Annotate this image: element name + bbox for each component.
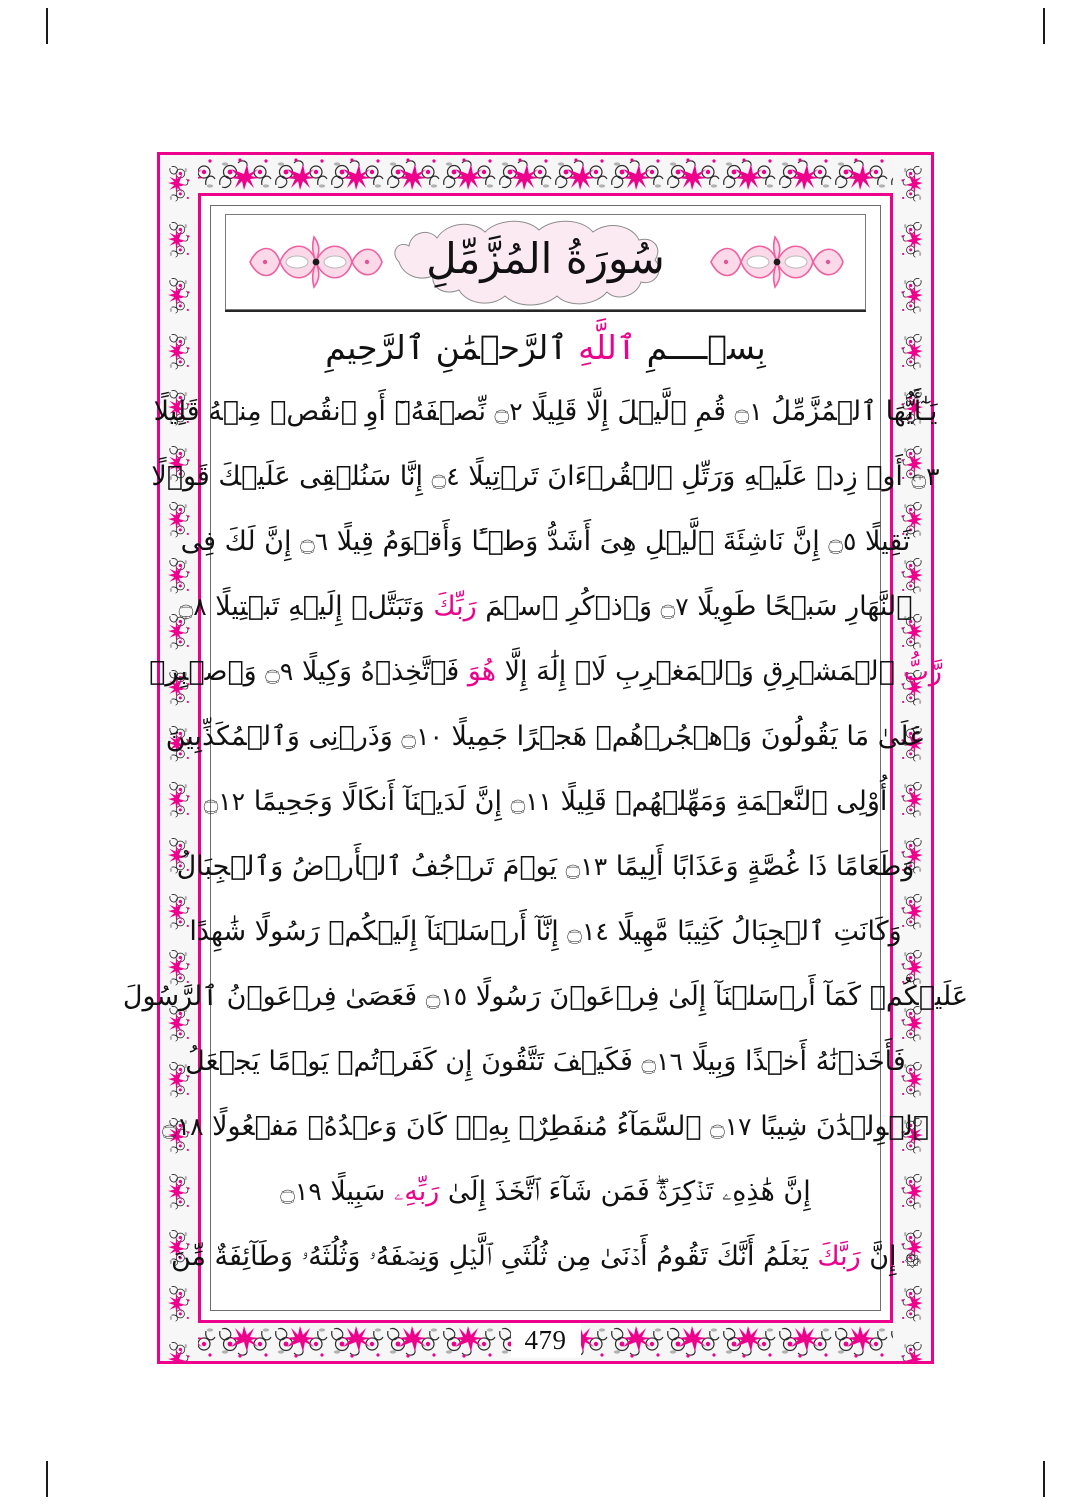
ayah-number-marker: ۝١٢ <box>203 786 246 816</box>
ayah-text-segment: يَعۡلَمُ أَنَّكَ تَقُومُ أَدۡنَىٰ مِن ثُلُثَىِ ٱلَّيۡلِ وَنِصۡفَهُۥ وَثُلُثَهُۥ وَطَآئِفَةٌ مِّنَ <box>170 1240 818 1272</box>
ayah-text-segment: وَطَعَامًا ذَا غُصَّةٍ وَعَذَابًا أَلِيمًا <box>607 850 915 882</box>
ayah-line <box>185 1029 906 1094</box>
ayah-number-marker: ۝٢ <box>494 396 523 426</box>
ayah-number-marker: ۝١٦ <box>641 1046 683 1076</box>
page-content <box>122 206 969 1310</box>
ayah-number-marker: ۝١٥ <box>425 981 468 1011</box>
ayah-text-segment: ثَقِيلًا <box>856 525 911 557</box>
ornament-left-icon <box>240 231 390 293</box>
ayah-line <box>223 1159 868 1224</box>
ayah-text-segment: إِنَّ لَدَيۡنَآ أَنكَالًا وَجَحِيمًا <box>245 785 511 817</box>
surah-header <box>225 214 866 310</box>
ayah-text-segment: يَوۡمَ تَرۡجُفُ ٱلۡأَرۡضُ وَٱلۡجِبَالُ <box>176 850 566 882</box>
floral-motif-icon <box>893 155 931 1361</box>
ayah-line <box>180 509 911 574</box>
ornament-right-icon <box>701 231 851 293</box>
ayah-text-segment: إِنَّا سَنُلۡقِى عَلَيۡكَ قَوۡلًا <box>151 460 432 492</box>
crop-mark-top-left <box>46 8 48 44</box>
ayah-number-marker: ۝١٤ <box>567 916 609 946</box>
crop-mark-top-right <box>1043 8 1045 44</box>
basmala <box>223 326 868 371</box>
ayah-line <box>162 1094 929 1159</box>
basmala-allah-highlight: ٱللَّهِ <box>578 328 637 367</box>
ayah-line <box>189 899 902 964</box>
surah-title: سُورَةُ المُزَّمِّلِ <box>426 234 665 283</box>
ayah-number-marker: ۝١٧ <box>710 1111 752 1141</box>
crop-mark-bottom-left <box>46 1461 48 1497</box>
ayah-text-segment: إِنَّ نَاشِئَةَ ٱلَّيۡلِ هِىَ أَشَدُّ وَطۡـًٔا وَأَقۡوَمُ قِيلًا <box>328 525 829 557</box>
ayah-line <box>176 834 915 899</box>
surah-title-cartouche <box>381 216 711 308</box>
ayah-text-segment: وَتَبَتَّلۡ إِلَيۡهِ تَبۡتِيلًا <box>206 590 434 622</box>
ayah-text-segment: وَٱصۡبِرۡ <box>149 655 266 687</box>
ayah-number-marker: ۝١ <box>734 396 763 426</box>
basmala-part-1: بِسۡــــمِ <box>636 328 766 367</box>
ayah-text-segment: إِنَّ هَٰذِهِۦ تَذۡكِرَةٌۖ فَمَن شَآءَ ٱتَّخَذَ إِلَىٰ <box>439 1175 811 1207</box>
ayah-number-marker: ۝٦ <box>300 526 329 556</box>
ayah-text-segment: سَبِيلًا <box>321 1175 394 1207</box>
ayah-text-segment: أَوۡ زِدۡ عَلَيۡهِ وَرَتِّلِ ٱلۡقُرۡءَانَ تَرۡتِيلًا <box>459 460 912 492</box>
ayah-line <box>178 574 913 639</box>
ayah-text-segment: إِنَّآ أَرۡسَلۡنَآ إِلَيۡكُمۡ رَسُولًا شَٰهِدًا <box>189 915 568 947</box>
border-band-left <box>160 155 198 1361</box>
ayah-line <box>151 444 940 509</box>
ayah-text-segment: فَأَخَذۡنَٰهُ أَخۡذًا وَبِيلًا <box>683 1045 906 1077</box>
ayah-number-marker: ۝١٨ <box>162 1111 204 1141</box>
page-number: 479 <box>511 1323 581 1358</box>
border-band-right <box>893 155 931 1361</box>
ayah-text-segment: نِّصۡفَهُۥٓ أَوِ ٱنقُصۡ مِنۡهُ قَلِيلًا <box>153 395 495 427</box>
ayah-text-block <box>122 379 969 1289</box>
ayah-line <box>203 769 888 834</box>
ayah-text-segment: فَٱتَّخِذۡهُ وَكِيلًا <box>293 655 468 687</box>
ayah-number-marker: ۝١٣ <box>565 851 608 881</box>
ayah-line <box>149 639 942 704</box>
ayah-text-segment: ٱلنَّهَارِ سَبۡحًا طَوِيلًا <box>688 590 913 622</box>
ayah-number-marker: ۝٨ <box>178 591 207 621</box>
basmala-part-2: ٱلرَّحۡمَٰنِ ٱلرَّحِيمِ <box>325 328 579 367</box>
ayah-text-segment: إِنَّ <box>860 1240 897 1272</box>
border-band-top <box>160 155 931 193</box>
ayah-text-segment: إِنَّ لَكَ فِى <box>180 525 301 557</box>
ayah-number-marker: ۝١١ <box>510 786 553 816</box>
ayah-text-segment: ٱلۡمَشۡرِقِ وَٱلۡمَغۡرِبِ لَاۤ إِلَٰهَ إِلَّا <box>496 655 904 687</box>
highlighted-word: رَّبُّ <box>903 655 942 687</box>
ayah-text-segment: ٱلۡوِلۡدَٰنَ شِيبًا <box>751 1110 929 1142</box>
highlighted-word: هُوَ <box>467 655 497 687</box>
ayah-line <box>170 1224 921 1289</box>
ayah-number-marker: ۝٣ <box>911 461 940 491</box>
ayah-number-marker: ۝١٩ <box>280 1176 322 1206</box>
ayah-line <box>122 964 969 1029</box>
quran-page-frame <box>122 152 969 1364</box>
ayah-text-segment: فَكَيۡفَ تَتَّقُونَ إِن كَفَرۡتُمۡ يَوۡمًا يَجۡعَلُ <box>185 1045 642 1077</box>
crop-mark-bottom-right <box>1043 1461 1045 1497</box>
ayah-line <box>165 704 926 769</box>
ayah-number-marker: ۝٥ <box>828 526 857 556</box>
ayah-text-segment: وَٱذۡكُرِ ٱسۡمَ <box>476 590 661 622</box>
ayah-text-segment: فَعَصَىٰ فِرۡعَوۡنُ ٱلرَّسُولَ <box>122 980 426 1012</box>
floral-motif-icon <box>160 155 931 193</box>
highlighted-word: رَبَّكَ <box>817 1240 861 1272</box>
highlighted-word: رَبِّهِۦ <box>393 1175 440 1207</box>
header-divider <box>225 310 866 312</box>
ayah-text-segment: عَلَىٰ مَا يَقُولُونَ وَٱهۡجُرۡهُمۡ هَجۡرًا جَمِيلًا <box>442 720 926 752</box>
ayah-number-marker: ۝١٠ <box>401 721 443 751</box>
ayah-text-segment: وَذَرۡنِى وَٱلۡمُكَذِّبِينَ <box>165 720 402 752</box>
ayah-text-segment: عَلَيۡكُمۡ كَمَآ أَرۡسَلۡنَآ إِلَىٰ فِرۡعَوۡنَ رَسُولًا <box>467 980 969 1012</box>
floral-motif-icon <box>160 155 198 1361</box>
ayah-text-segment: يَـٰٓأَيُّهَا ٱلۡمُزَّمِّلُ <box>762 395 938 427</box>
ayah-text-segment: أُوْلِى ٱلنَّعۡمَةِ وَمَهِّلۡهُمۡ قَلِيلًا <box>552 785 888 817</box>
ayah-text-segment: ٱلسَّمَآءُ مُنفَطِرٌۢ بِهِۦۚ كَانَ وَعۡدُهُۥ مَفۡعُولًا <box>203 1110 711 1142</box>
ayah-text-segment: وَكَانَتِ ٱلۡجِبَالُ كَثِيبًا مَّهِيلًا <box>608 915 902 947</box>
ayah-number-marker: ۝٧ <box>660 591 689 621</box>
rub-el-hizb-icon: ۞ <box>896 1241 921 1272</box>
ayah-number-marker: ۝٤ <box>431 461 460 491</box>
highlighted-word: رَبِّكَ <box>433 590 477 622</box>
ayah-line <box>153 379 938 444</box>
ayah-number-marker: ۝٩ <box>265 656 294 686</box>
ayah-text-segment: قُمِ ٱلَّيۡلَ إِلَّا قَلِيلًا <box>522 395 735 427</box>
